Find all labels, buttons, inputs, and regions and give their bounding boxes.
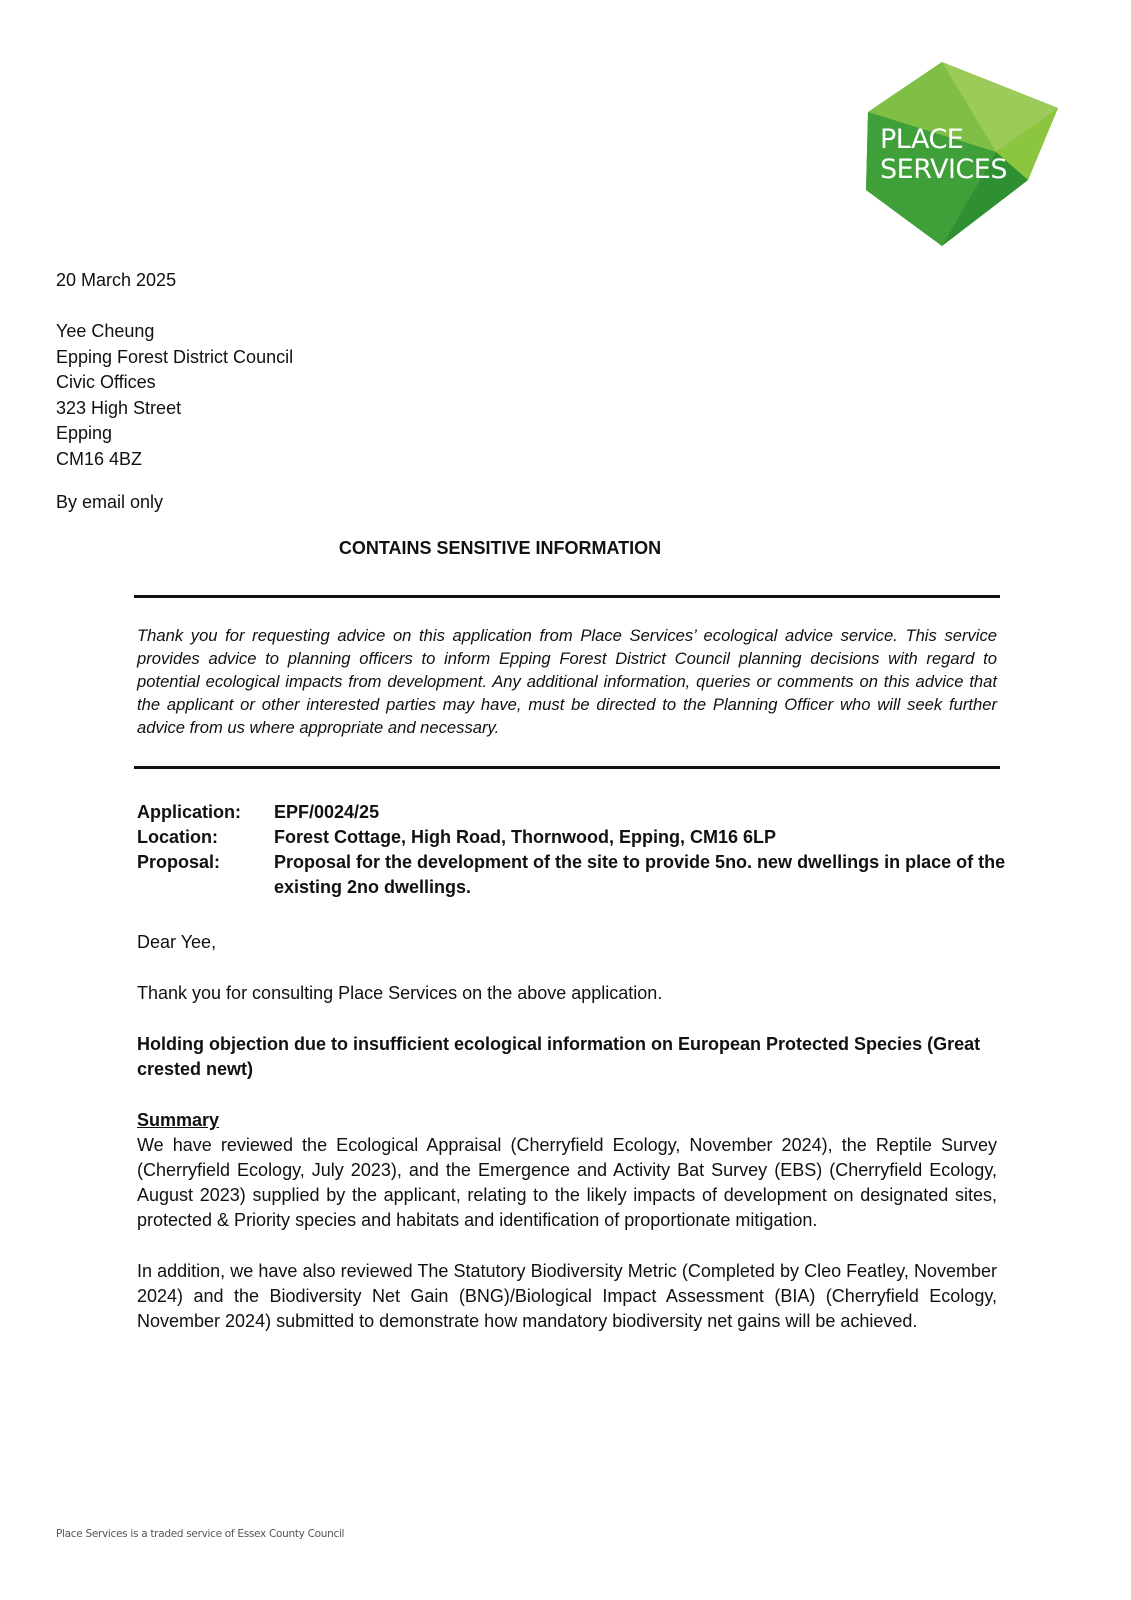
letter-date: 20 March 2025: [56, 270, 177, 290]
delivery-method: By email only: [56, 492, 164, 512]
logo-line-1: PLACE: [880, 124, 964, 155]
recipient-address: [56, 319, 293, 472]
recipient-town: Epping: [56, 423, 113, 443]
logo-line-2: SERVICES: [880, 154, 1007, 185]
location-label: Location:: [137, 827, 218, 847]
divider-bottom: [134, 766, 1000, 769]
summary-heading: Summary: [137, 1110, 220, 1130]
proposal-label: Proposal:: [137, 852, 221, 872]
application-details: [137, 800, 1007, 900]
place-services-logo: [866, 62, 1058, 246]
application-label: Application:: [137, 802, 241, 822]
summary-paragraph: In addition, we have also reviewed The Statutory Biodiversity Metric (Completed by Cleo Featley, November 2024) and the Biodiversity Net Gain (BNG)/Biological Impact Assessment (BIA) (Cherryfield Ecology, November 2024) submitted to demonstrate how mandatory biodiversity net gains will be achieved.: [137, 1261, 997, 1331]
proposal-value: Proposal for the development of the site to provide 5no. new dwellings in place of the existing 2no dwellings.: [274, 852, 1006, 897]
proposal-row: [137, 850, 1007, 900]
location-value: Forest Cottage, High Road, Thornwood, Epping, CM16 6LP: [274, 827, 776, 847]
application-value: EPF/0024/25: [274, 802, 380, 822]
salutation: Dear Yee,: [137, 932, 217, 952]
recipient-street: 323 High Street: [56, 397, 182, 418]
footer-note: Place Services is a traded service of Essex County Council: [56, 1528, 345, 1540]
application-row: [137, 800, 1007, 825]
thanks-line: Thank you for consulting Place Services on the above application.: [137, 983, 663, 1003]
recipient-building: Civic Offices: [56, 372, 156, 392]
holding-objection-heading: Holding objection due to insufficient ecological information on European Protected Species (Great crested newt): [137, 1034, 981, 1079]
sensitivity-notice-text: CONTAINS SENSITIVE INFORMATION: [338, 538, 662, 558]
recipient-organisation: Epping Forest District Council: [56, 346, 294, 367]
location-row: [137, 825, 1007, 850]
divider-top: [134, 595, 1000, 598]
intro-disclaimer: Thank you for requesting advice on this application from Place Services’ ecological advice service. This service provides advice to planning officers to inform Epping Forest District Council planning decisions with regard to potential ecological impacts from development. Any additional information, queries or comments on this advice that the applicant or other interested parties may have, must be directed to the Planning Officer who will seek further advice from us where appropriate and necessary.: [137, 626, 997, 737]
summary-paragraph: We have reviewed the Ecological Appraisal (Cherryfield Ecology, November 2024), the Reptile Survey (Cherryfield Ecology, July 2023), and the Emergence and Activity Bat Survey (EBS) (Cherryfield Ecology, August 2023) supplied by the applicant, relating to the likely impacts of development on designated sites, protected & Priority species and habitats and identification of proportionate mitigation.: [137, 1135, 997, 1230]
recipient-name: Yee Cheung: [56, 321, 155, 341]
sensitivity-notice: [0, 538, 1000, 559]
recipient-postcode: CM16 4BZ: [56, 448, 143, 469]
